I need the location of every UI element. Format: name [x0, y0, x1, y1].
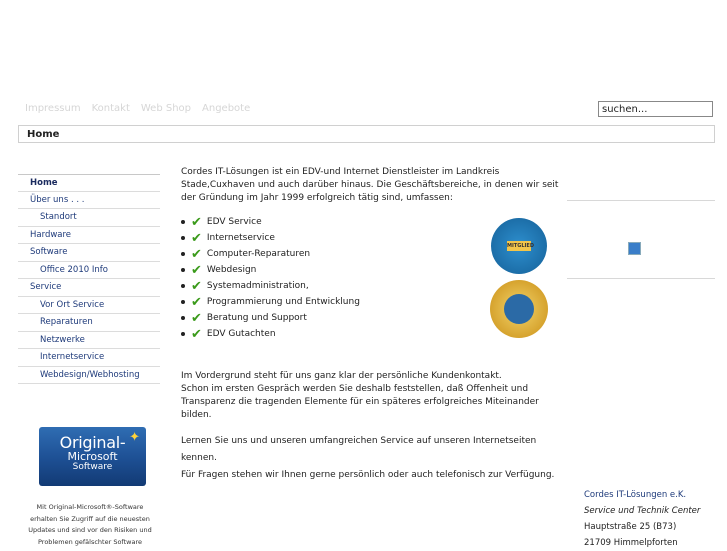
divider [567, 278, 715, 279]
service-item [181, 214, 360, 230]
contact-block [584, 487, 700, 551]
company-subtitle: Service und Technik Center [584, 506, 701, 516]
sidebar-menu [18, 174, 160, 384]
bullet-icon [181, 252, 185, 256]
sidebar-item-0[interactable]: Home [18, 174, 160, 192]
quality-seal-badge [490, 280, 548, 338]
sidebar-item-6[interactable]: Service [18, 279, 160, 297]
microsoft-note: Mit Original-Microsoft®-Software erhalten Sie Zugriff auf die neuesten Updates und sind vor den Risiken und Problemen gefälschter Software [28, 503, 152, 546]
bullet-icon [181, 316, 185, 320]
service-label: Programmierung und Entwicklung [206, 297, 360, 307]
para2-line2: Schon im ersten Gespräch werden Sie deshalb feststellen, daß Offenheit und Transparenz die tragenden Elemente für ein späteres erfolgreiches Miteinander bilden. [181, 384, 539, 420]
para2-line1: Im Vordergrund steht für uns ganz klar der persönliche Kundenkontakt. [181, 371, 502, 381]
checkmark-icon: ✔ [191, 310, 202, 326]
service-label: Webdesign [206, 265, 257, 275]
checkmark-icon: ✔ [191, 262, 202, 278]
member-badge: MITGLIED [491, 218, 547, 274]
bullet-icon [181, 332, 185, 336]
checkmark-icon: ✔ [191, 214, 202, 230]
bullet-icon [181, 268, 185, 272]
service-item [181, 310, 360, 326]
paragraph-service [181, 433, 571, 484]
checkmark-icon: ✔ [191, 230, 202, 246]
service-item [181, 230, 360, 246]
microsoft-original-logo[interactable] [39, 427, 146, 486]
paragraph-kundenkontakt [181, 370, 571, 422]
company-city: 21709 Himmelpforten [584, 538, 678, 548]
service-label: Computer-Reparaturen [206, 249, 311, 259]
logo-line2: Microsoft [67, 450, 118, 463]
service-item [181, 326, 360, 342]
logo-line3: Software [72, 462, 113, 472]
service-label: Beratung und Support [206, 313, 307, 323]
sidebar-item-11[interactable]: Webdesign/Webhosting [18, 367, 160, 385]
topnav-link-2[interactable]: Web Shop [140, 103, 192, 114]
small-image-icon[interactable] [628, 242, 641, 255]
breadcrumb: Home [18, 125, 715, 143]
bullet-icon [181, 236, 185, 240]
sidebar-item-10[interactable]: Internetservice [18, 349, 160, 367]
sidebar-item-2[interactable]: Standort [18, 209, 160, 227]
company-street: Hauptstraße 25 (B73) [584, 522, 677, 532]
topnav-link-3[interactable]: Angebote [202, 103, 251, 114]
sidebar-item-3[interactable]: Hardware [18, 227, 160, 245]
star-icon: ✦ [129, 430, 140, 445]
sidebar-item-7[interactable]: Vor Ort Service [18, 297, 160, 315]
sidebar-item-8[interactable]: Reparaturen [18, 314, 160, 332]
bullet-icon [181, 300, 185, 304]
service-item [181, 246, 360, 262]
sidebar-item-4[interactable]: Software [18, 244, 160, 262]
top-navigation [25, 103, 261, 114]
checkmark-icon: ✔ [191, 278, 202, 294]
service-label: Internetservice [206, 233, 275, 243]
service-label: EDV Gutachten [206, 329, 276, 339]
divider [567, 200, 715, 201]
company-name[interactable]: Cordes IT-Lösungen e.K. [584, 490, 687, 500]
sidebar-item-9[interactable]: Netzwerke [18, 332, 160, 350]
topnav-link-1[interactable]: Kontakt [91, 103, 130, 114]
service-label: EDV Service [206, 217, 262, 227]
bullet-icon [181, 220, 185, 224]
sidebar-item-1[interactable]: Über uns . . . [18, 192, 160, 210]
service-list [181, 214, 360, 342]
service-item [181, 262, 360, 278]
service-item [181, 294, 360, 310]
para3-line1: Lernen Sie uns und unseren umfangreichen Service auf unseren Internetseiten kennen. [181, 436, 537, 463]
checkmark-icon: ✔ [191, 294, 202, 310]
intro-text [181, 166, 561, 205]
logo-line1: Original- [59, 433, 126, 452]
service-item [181, 278, 360, 294]
checkmark-icon: ✔ [191, 246, 202, 262]
service-label: Systemadministration, [206, 281, 309, 291]
sidebar-item-5[interactable]: Office 2010 Info [18, 262, 160, 280]
intro-paragraph: Cordes IT-Lösungen ist ein EDV-und Internet Dienstleister im Landkreis Stade,Cuxhaven und auch darüber hinaus. Die Geschäftsbereiche, in denen wir seit der Gründung im Jahr 1999 erfolgreich tätig sind, umfassen: [181, 167, 559, 203]
para3-line2: Für Fragen stehen wir Ihnen gerne persönlich oder auch telefonisch zur Verfügung. [181, 470, 555, 480]
search-input[interactable] [598, 101, 713, 117]
checkmark-icon: ✔ [191, 326, 202, 342]
bullet-icon [181, 284, 185, 288]
topnav-link-0[interactable]: Impressum [25, 103, 81, 114]
